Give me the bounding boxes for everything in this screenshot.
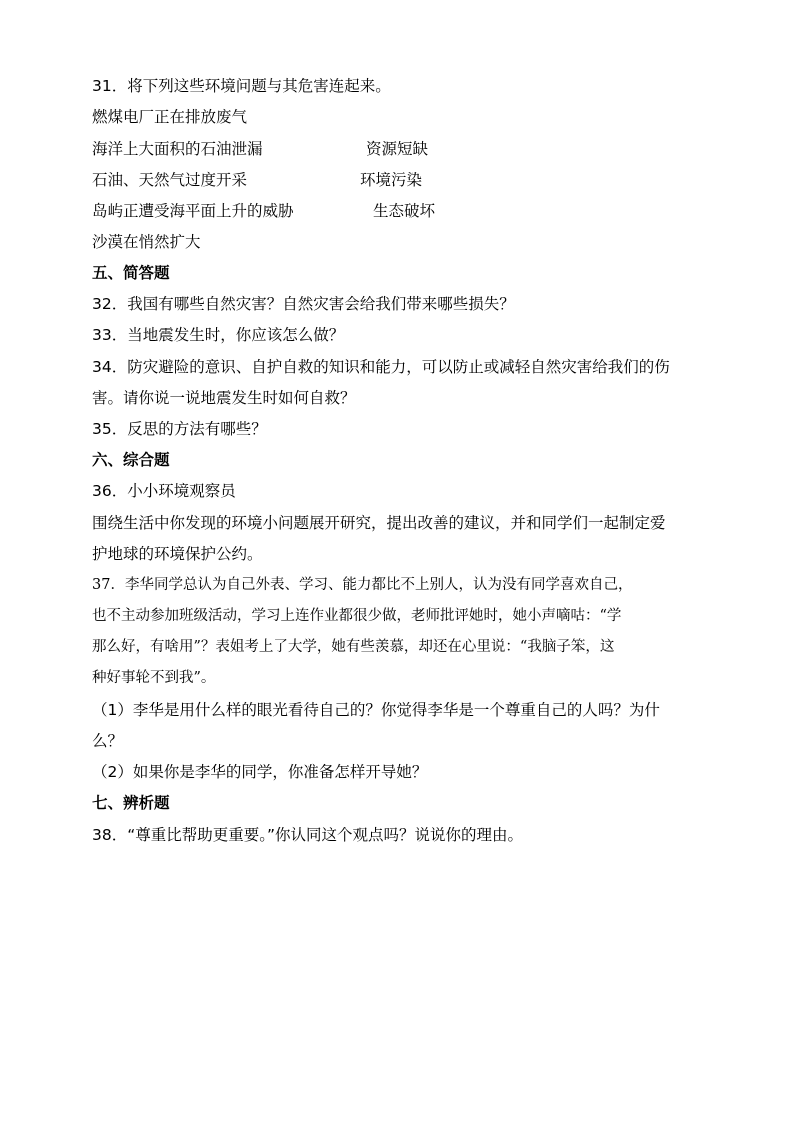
q35-text: 35．反思的方法有哪些？ — [92, 420, 267, 438]
q36-text-line-2: 护地球的环境保护公约。 — [92, 545, 263, 563]
section-7-heading: 七、辨析题 — [92, 794, 170, 812]
q37-sub2: （2）如果你是李华的同学，你准备怎样开导她？ — [92, 763, 428, 781]
q31-right-item-2: 环境污染 — [360, 171, 423, 189]
q32-text: 32．我国有哪些自然灾害？自然灾害会给我们带来哪些损失？ — [92, 295, 515, 313]
q31-left-item-3: 石油、天然气过度开采 — [92, 171, 248, 189]
q37-text-line-3: 那么好，有啥用”？表姐考上了大学，她有些羡慕，却还在心里说：“我脑子笨，这 — [92, 639, 615, 655]
q31-left-item-5: 沙漠在悄然扩大 — [92, 233, 201, 251]
q33-text: 33．当地震发生时，你应该怎么做？ — [92, 326, 345, 344]
q37-text-line-4: 种好事轮不到我”。 — [92, 670, 216, 686]
q31-right-item-1: 资源短缺 — [366, 140, 429, 158]
section-5-heading: 五、简答题 — [92, 264, 170, 282]
q31-left-item-1: 燃煤电厂正在排放废气 — [92, 108, 248, 126]
q31-right-item-3: 生态破坏 — [373, 202, 436, 220]
q31-prompt: 31．将下列这些环境问题与其危害连起来。 — [92, 77, 391, 95]
section-6-heading: 六、综合题 — [92, 451, 170, 469]
q36-text-line-1: 围绕生活中你发现的环境小问题展开研究，提出改善的建议，并和同学们一起制定爱 — [92, 514, 666, 532]
q31-left-item-4: 岛屿正遭受海平面上升的威胁 — [92, 202, 294, 220]
q34-text-line-2: 害。请你说一说地震发生时如何自救？ — [92, 389, 356, 407]
q37-text-line-2: 也不主动参加班级活动，学习上连作业都很少做，老师批评她时，她小声嘀咕：“学 — [92, 608, 622, 624]
q37-sub1-line-1: （1）李华是用什么样的眼光看待自己的？你觉得李华是一个尊重自己的人吗？为什 — [92, 701, 660, 719]
q37-sub1-line-2: 么？ — [92, 732, 124, 750]
q38-text: 38．“尊重比帮助更重要。”你认同这个观点吗？说说你的理由。 — [92, 826, 524, 844]
q36-title: 36．小小环境观察员 — [92, 482, 236, 500]
q37-text-line-1: 37．李华同学总认为自己外表、学习、能力都比不上别人，认为没有同学喜欢自己， — [92, 577, 633, 593]
q31-left-item-2: 海洋上大面积的石油泄漏 — [92, 140, 263, 158]
q34-text-line-1: 34．防灾避险的意识、自护自救的知识和能力，可以防止或减轻自然灾害给我们的伤 — [92, 358, 670, 376]
